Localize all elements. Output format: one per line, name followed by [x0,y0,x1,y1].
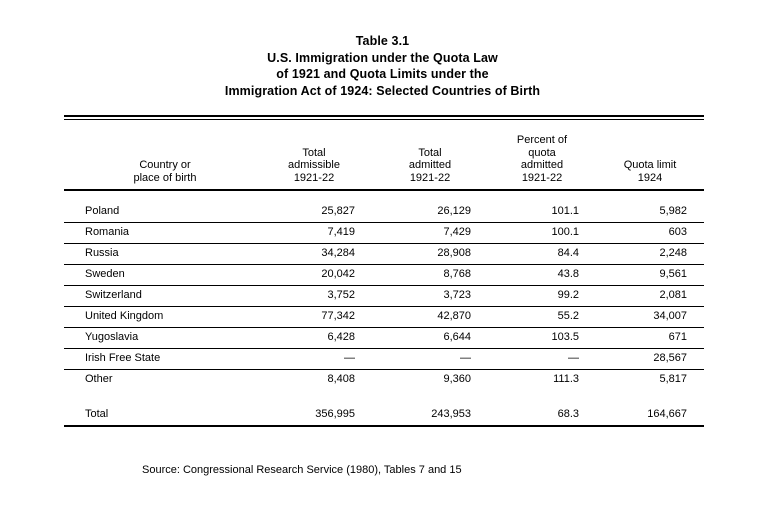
cell-percent-quota-admitted: 55.2 [488,307,596,328]
cell-total-admitted: — [372,349,488,370]
cell-total-admissible: 7,419 [256,223,372,244]
header-line: admitted [408,159,452,171]
cell-total-admitted: 26,129 [372,202,488,223]
cell-quota-limit: 164,667 [596,406,704,426]
cell-percent-quota-admitted: 43.8 [488,265,596,286]
table-row [64,349,704,370]
total-gap-row [64,390,704,406]
source-note: Source: Congressional Research Service (1980), Tables 7 and 15 [142,464,462,476]
gap-cell [64,390,256,406]
table-row [64,223,704,244]
table-row [64,202,704,223]
cell-total-admitted: 243,953 [372,406,488,426]
cell-total-admissible: 8,408 [327,373,355,385]
cell-total-admitted: 8,768 [372,265,488,286]
cell-total-label: Total [64,406,256,426]
cell-percent-quota-admitted: — [488,349,596,370]
header-line: 1921-22 [409,171,451,184]
gap-cell [596,190,704,202]
cell-quota-limit: 9,561 [596,265,704,286]
cell-percent-quota-admitted: 101.1 [488,202,596,223]
gap-cell [256,190,372,202]
header-line: admitted [520,159,564,171]
header-line: Total [418,146,442,159]
column-header-total-admitted [372,134,488,189]
cell-quota-limit: 28,567 [596,349,704,370]
table-row [64,244,704,265]
title-line-3: of 1921 and Quota Limits under the [276,67,489,81]
header-line: 1921-22 [521,171,563,184]
cell-percent-quota-admitted: 84.4 [488,244,596,265]
table-row [64,286,704,307]
title-line-1: Table 3.1 [355,34,410,48]
gap-cell [372,390,488,406]
column-header-percent-quota-admitted [488,134,596,189]
cell-country: United Kingdom [64,307,256,328]
table-title-block [0,0,765,99]
cell-percent-quota-admitted: 68.3 [488,406,596,426]
cell-total-admissible: 356,995 [256,406,372,426]
column-header-quota-limit [596,134,704,189]
header-line: Percent of [516,134,568,146]
cell-percent-quota-admitted: 103.5 [488,328,596,349]
header-spacer-cell [256,120,372,134]
column-header-total-admissible [256,134,372,189]
cell-total-admissible: 6,428 [256,328,372,349]
header-spacer-cell [596,120,704,134]
cell-total-admissible: 3,752 [256,286,372,307]
immigration-quota-table [64,120,704,427]
header-spacer-cell [372,120,488,134]
cell-total-admitted: 3,723 [372,286,488,307]
cell-quota-limit: 2,248 [596,244,704,265]
cell-total-admissible: 34,284 [256,244,372,265]
cell-country: Irish Free State [64,349,256,370]
cell-total-admitted: 6,644 [372,328,488,349]
cell-total-admissible: 77,342 [256,307,372,328]
body-top-gap-row [64,190,704,202]
table-total-row [64,406,704,426]
cell-quota-limit: 671 [596,328,704,349]
cell-country: Yugoslavia [64,328,256,349]
table-row [64,265,704,286]
table-top-rule-outer [64,115,704,117]
header-line: Quota limit [623,159,677,171]
gap-cell [488,390,596,406]
cell-percent-quota-admitted: 111.3 [553,373,579,385]
cell-total-admissible: 20,042 [256,265,372,286]
header-line: admissible [288,159,340,171]
cell-percent-quota-admitted: 99.2 [488,286,596,307]
cell-total-admitted: 9,360 [443,373,471,385]
cell-country: Sweden [64,265,256,286]
cell-country: Romania [64,223,256,244]
cell-country: Other [85,373,113,385]
cell-total-admissible: — [256,349,372,370]
cell-country: Russia [64,244,256,265]
table-row [64,307,704,328]
title-line-4: Immigration Act of 1924: Selected Countries of Birth [224,83,541,98]
header-line: Country or [139,159,191,171]
cell-quota-limit: 603 [596,223,704,244]
gap-cell [488,190,596,202]
table-container [0,115,765,477]
table-row [64,328,704,349]
gap-cell [256,390,372,406]
cell-quota-limit: 34,007 [596,307,704,328]
cell-total-admitted: 7,429 [372,223,488,244]
table-header [64,120,704,190]
gap-cell [372,190,488,202]
header-spacer-cell [64,120,256,134]
cell-country: Switzerland [64,286,256,307]
cell-quota-limit: 2,081 [596,286,704,307]
gap-cell [596,390,704,406]
header-line: Total [302,146,326,159]
table-row [64,370,704,391]
cell-total-admitted: 42,870 [372,307,488,328]
cell-total-admitted: 28,908 [372,244,488,265]
header-line: 1921-22 [293,171,335,184]
title-line-2: U.S. Immigration under the Quota Law [267,50,498,65]
header-label-row [64,134,704,189]
cell-percent-quota-admitted: 100.1 [488,223,596,244]
cell-quota-limit: 5,817 [659,373,687,385]
header-line: quota [528,146,556,159]
table-body [64,190,704,426]
header-line: 1924 [637,171,663,184]
cell-total-admissible: 25,827 [256,202,372,223]
column-header-country [64,134,256,189]
header-spacer-row [64,120,704,134]
gap-cell [64,190,256,202]
cell-country: Poland [64,202,256,223]
cell-quota-limit: 5,982 [596,202,704,223]
header-line: place of birth [133,171,197,184]
header-spacer-cell [488,120,596,134]
